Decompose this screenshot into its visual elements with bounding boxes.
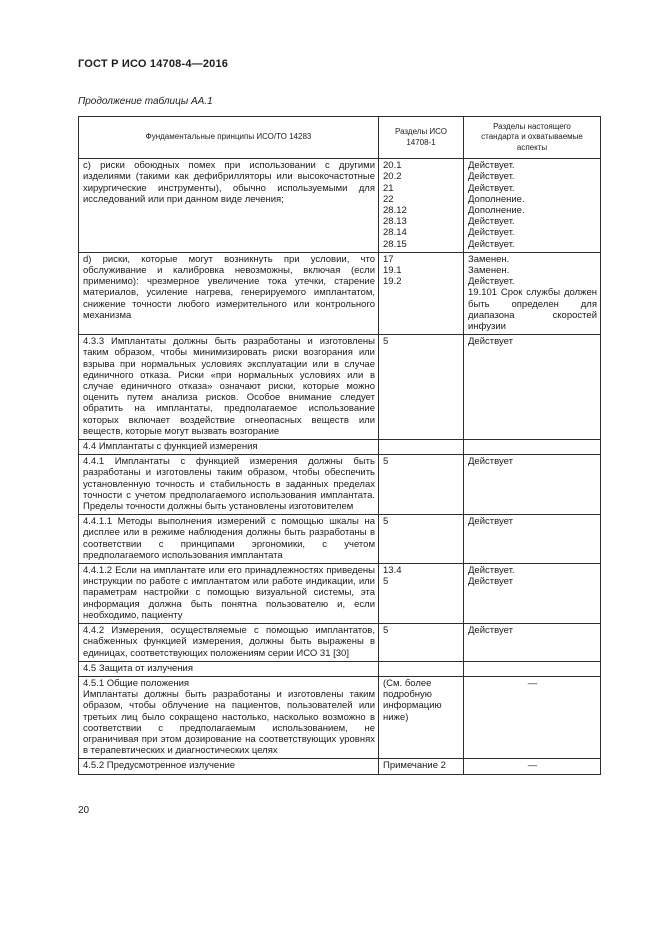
- cell-line: 28.12: [383, 204, 407, 216]
- document-header: ГОСТ Р ИСО 14708-4—2016: [78, 58, 229, 70]
- table-row: [79, 335, 601, 440]
- table-cell-c1: [79, 515, 379, 564]
- table-cell-c2: [379, 455, 464, 515]
- cell-line: 4.4.1.2 Если на имплантате или его принадлежностях приведены инструкции по работе с имплантатом или работе индикации, или параметрам настройки с помощью визуальной системы, эта информация должна быть понятна пользователю и, если необходимо, пациенту: [83, 565, 375, 621]
- cell-line: 4.5.2 Предусмотренное излучение: [83, 760, 236, 772]
- table-cell-c3: [464, 455, 601, 515]
- cell-line: Действует.: [468, 238, 515, 250]
- table-header-row: [79, 117, 601, 159]
- page-number: 20: [78, 804, 90, 816]
- table-cell-c2: [379, 759, 464, 774]
- cell-line: Заменен.: [468, 253, 510, 265]
- table-row: [79, 759, 601, 774]
- table-cell-c2: [379, 335, 464, 440]
- col-header-fundamental-principles: Фундаментальные принципы ИСО/ТО 14283: [79, 117, 379, 159]
- table-cell-c2: [379, 564, 464, 624]
- table-cell-c1: [79, 335, 379, 440]
- cell-line: 5: [383, 336, 389, 348]
- cell-line: 22: [383, 193, 394, 205]
- table-cell-c1: [79, 759, 379, 774]
- cell-line: Действует.: [468, 227, 515, 239]
- table-cell-c1: [79, 564, 379, 624]
- cell-line: Примечание 2: [383, 760, 446, 772]
- table-cell-c2: [379, 515, 464, 564]
- table-cell-c3: [464, 440, 601, 455]
- cell-line: 21: [383, 182, 394, 194]
- cell-line: 4.5 Защита от излучения: [83, 662, 194, 674]
- cell-line: Дополнение.: [468, 204, 525, 216]
- col-header-sections-current-standard: Разделы настоящего стандарта и охватываемые аспекты: [464, 117, 601, 159]
- table-row: [79, 624, 601, 662]
- table-row: [79, 159, 601, 253]
- table-cell-c1: [79, 252, 379, 334]
- cell-line: 4.3.3 Имплантаты должны быть разработаны и изготовлены таким образом, чтобы минимизировать риски возгорания или взрыва при нормальных условиях эксплуатации или в случае единичного отказа. Риски «при нормальных условиях или в случае единичного отказа» означают риски, которые можно оценить путем анализа рисков. Особое внимание следует обратить на имплантаты, предполагаемое использование которых включает воздействие огнеопасных веществ или веществ, которые могут вызвать возгорание: [83, 336, 375, 437]
- table-cell-c2: [379, 624, 464, 662]
- table-row: [79, 661, 601, 676]
- cell-line: Действует.: [468, 216, 515, 228]
- table-cell-c1: [79, 440, 379, 455]
- table-cell-c3: [464, 252, 601, 334]
- cell-line: Действует.: [468, 171, 515, 183]
- cell-line: —: [527, 760, 538, 772]
- cell-line: —: [527, 677, 538, 689]
- table-cell-c3: [464, 661, 601, 676]
- cell-line: 20.2: [383, 171, 402, 183]
- cell-line: Дополнение.: [468, 193, 525, 205]
- cell-line: Действует: [468, 576, 513, 588]
- col-header-sections-iso-14708-1: Разделы ИСО 14708-1: [379, 117, 464, 159]
- cell-line: 5: [383, 516, 389, 528]
- cell-line: 5: [383, 576, 389, 588]
- cell-line: Действует.: [468, 182, 515, 194]
- cell-line: 4.4.1.1 Методы выполнения измерений с помощью шкалы на дисплее или в режиме наблюдения должны быть разработаны в соответствии с принципами эргономики, с учетом предполагаемого использования имплантата: [83, 516, 375, 561]
- cell-line: c) риски обоюдных помех при использовании с другими изделиями (такими как дефибрилляторы или высокочастотные хирургические инструменты), обычно используемыми для исследований или при данном виде лечения;: [83, 160, 375, 205]
- table-cell-c2: [379, 159, 464, 253]
- cell-line: 4.4 Имплантаты с функцией измерения: [83, 441, 258, 453]
- cell-line: Имплантаты должны быть разработаны и изготовлены таким образом, чтобы облучение на пациентов, пользователей или третьих лиц было сокращено настолько, насколько возможно в соответствии с предполагаемым использованием, не ограничивая при этом дозирование на соответствующих уровнях в терапевтических и диагностических целях: [83, 689, 375, 757]
- cell-line: 4.4.1 Имплантаты с функцией измерения должны быть разработаны и изготовлены таким образом, чтобы обеспечить установленную точность и стабильность в заданных пределах точности с учетом предполагаемого использования имплантата. Пределы точности должны быть установлены изготовителем: [83, 456, 375, 513]
- cell-line: 19.1: [383, 265, 402, 276]
- cell-line: Действует.: [468, 276, 515, 288]
- cell-line: Действует: [468, 336, 513, 348]
- table-cell-c1: [79, 455, 379, 515]
- cell-line: 19.2: [383, 276, 402, 288]
- table-cell-c3: [464, 335, 601, 440]
- cell-line: 5: [383, 625, 389, 637]
- cell-line: 19.101 Срок службы должен быть определен для диапазона скоростей инфузии: [468, 287, 597, 333]
- table-cell-c3: [464, 624, 601, 662]
- cell-line: 4.4.2 Измерения, осуществляемые с помощью имплантатов, снабженных функцией измерения, должны быть выражены в единицах, соответствующих положениям серии ИСО 31 [30]: [83, 625, 375, 659]
- table-cell-c3: [464, 676, 601, 758]
- table-cell-c2: [379, 440, 464, 455]
- table-cell-c3: [464, 159, 601, 253]
- cell-line: 28.13: [383, 216, 407, 228]
- cell-line: 4.5.1 Общие положения: [83, 677, 190, 689]
- document-page: [78, 0, 602, 816]
- table-cell-c1: [79, 624, 379, 662]
- cell-line: Заменен.: [468, 265, 510, 276]
- table-row: [79, 564, 601, 624]
- cell-line: 17: [383, 253, 394, 265]
- table-body: [79, 159, 601, 774]
- table-cell-c3: [464, 515, 601, 564]
- table-row: [79, 252, 601, 334]
- table-row: [79, 455, 601, 515]
- table-row: [79, 515, 601, 564]
- table-cell-c2: [379, 252, 464, 334]
- cell-line: 5: [383, 456, 389, 468]
- table-cell-c3: [464, 759, 601, 774]
- cell-line: 28.15: [383, 238, 407, 250]
- cell-line: 20.1: [383, 160, 402, 172]
- table-cell-c2: [379, 661, 464, 676]
- table-caption: Продолжение таблицы АА.1: [78, 96, 213, 107]
- cell-line: 28.14: [383, 227, 407, 239]
- table-row: [79, 676, 601, 758]
- cell-line: (См. более подробную информацию ниже): [383, 677, 442, 723]
- cell-line: 13.4: [383, 565, 402, 577]
- table-cell-c1: [79, 661, 379, 676]
- table-cell-c2: [379, 676, 464, 758]
- table-cell-c1: [79, 159, 379, 253]
- cell-line: Действует: [468, 456, 513, 468]
- cell-line: Действует: [468, 516, 513, 528]
- continuation-table: [78, 116, 601, 775]
- cell-line: Действует.: [468, 160, 515, 172]
- cell-line: Действует: [468, 625, 513, 637]
- table-cell-c1: [79, 676, 379, 758]
- cell-line: Действует.: [468, 565, 515, 577]
- cell-line: d) риски, которые могут возникнуть при условии, что обслуживание и калибровка невозможны, включая (если применимо): чрезмерное увеличение тока утечки, старение материалов, усиление нагрева, генерируемого имплантатом, снижение точности любого измерительного или контрольного механизма: [83, 253, 375, 321]
- table-row: [79, 440, 601, 455]
- table-cell-c3: [464, 564, 601, 624]
